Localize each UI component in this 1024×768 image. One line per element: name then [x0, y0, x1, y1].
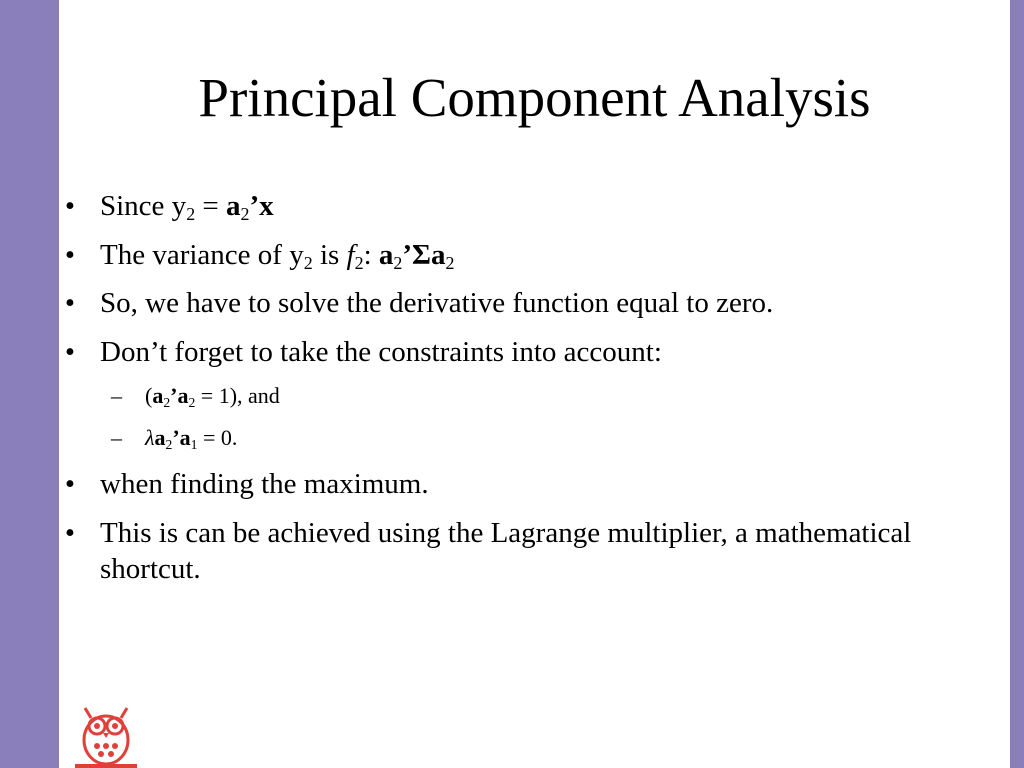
bullet-list	[59, 188, 989, 599]
dash-marker: –	[111, 383, 122, 408]
bullet-text: $(a_2’a_2 = 1)$, and	[145, 383, 280, 410]
bullet-item	[59, 188, 989, 224]
bullet-marker: •	[64, 238, 76, 271]
bullet-text: $\lambda a_2’a_1 = 0$.	[145, 425, 238, 452]
slide	[59, 0, 1010, 768]
bullet-item	[59, 466, 989, 502]
bullet-marker: •	[64, 468, 76, 500]
bullet-item	[59, 237, 989, 273]
owl-logo-icon	[71, 698, 141, 768]
bullet-text: Don’t forget to take the constraints into account:	[100, 335, 662, 368]
bullet-marker: •	[64, 287, 76, 319]
bullet-text: This is can be achieved using the Lagrange multiplier, a mathematical shortcut.	[100, 516, 912, 585]
dash-marker: –	[111, 425, 122, 450]
bullet-marker: •	[64, 335, 76, 368]
bullet-item	[59, 334, 989, 370]
bullet-item	[59, 285, 989, 321]
bullet-marker: •	[64, 516, 76, 549]
bullet-text: The variance of $y_2$ is $f_2$: $a_2’\Sigma a_2$	[100, 238, 455, 273]
bullet-marker: •	[64, 190, 76, 222]
bullet-text: Since $y_2$ = $a_2’x$	[100, 190, 274, 225]
bullet-text: when finding the maximum.	[100, 468, 429, 500]
bullet-text: So, we have to solve the derivative function equal to zero.	[100, 287, 774, 319]
sub-bullet-item	[59, 424, 989, 452]
slide-title: Principal Component Analysis	[198, 67, 871, 128]
bullet-item	[59, 515, 989, 587]
sub-bullet-item	[59, 382, 989, 410]
